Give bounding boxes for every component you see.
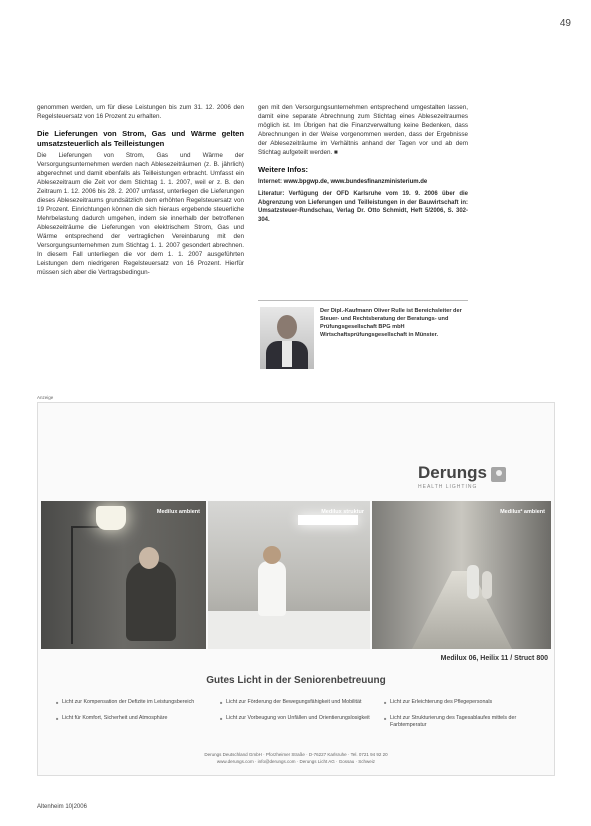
bullet-column (384, 699, 534, 738)
ad-footer-line: Derungs Deutschland GmbH · Pforzheimer Straße · D-76227 Karlsruhe · Tel. 0721 94 92 20 (204, 752, 388, 757)
lamp-icon (96, 506, 126, 530)
ad-footer (38, 751, 554, 765)
bullet-item: ■ Licht zur Vorbeugung von Unfällen und Orientierungslosigkeit (220, 715, 370, 723)
section-heading: Die Lieferungen von Strom, Gas und Wärme gelten umsatzsteuerlich als Teilleistungen (37, 129, 244, 148)
article-left-column (37, 103, 244, 283)
article-right-column (258, 103, 468, 224)
brand-logo (418, 463, 506, 490)
bullet-item: ■ Licht zur Förderung der Bewegungsfähigkeit und Mobilität (220, 699, 370, 707)
end-mark: ■ (333, 149, 338, 156)
brand-name: Derungs (418, 463, 487, 482)
ad-photo-lamp (41, 501, 206, 649)
bullet-item: ■ Licht zur Erleichterung des Pflegepersonals (384, 699, 534, 707)
photo-label: Medilux struktur (321, 509, 364, 515)
ad-photo-corridor (372, 501, 551, 649)
internet-label: Internet: (258, 178, 282, 185)
internet-links (258, 178, 468, 187)
bullet-item: ■ Licht zur Kompensation der Defizite im Leistungsbereich (56, 699, 206, 707)
bullet-item: ■ Licht zur Strukturierung des Tagesablaufes mittels der Farbtemperatur (384, 715, 534, 730)
internet-urls[interactable]: www.bpgwp.de, www.bundesfinanzministerium.de (283, 178, 428, 185)
ad-label: Anzeige (37, 395, 54, 400)
bullet-item: ■ Licht für Komfort, Sicherheit und Atmosphäre (56, 715, 206, 723)
advertisement (37, 402, 555, 776)
author-photo (260, 307, 314, 369)
body-paragraph: Die Lieferungen von Strom, Gas und Wärme der Versorgungsunternehmen werden nach Ablesezeiträumen (z. B. jährlich) abgerechnet und damit ebenfalls als Teilleistungen erbracht. Umfasst ein Ablesezeitraum die Zeit vor dem Stichtag 1. 1. 2007, weil er z. B. den Zeitraum 1. 12. 2006 bis 28. 2. 2007 umfasst, unterliegen die Lieferungen dieses Ablesezeitraums grundsätzlich dem erhöhten Regelsteuersatz von 19 Prozent. Einrichtungen können die sich hieraus ergebende steuerliche Mehrbelastung dadurch umgehen, indem sie innerhalb der betroffenen Ablesezeiträume die Lieferungen von elektrischem Strom, Gas und Wärme entsprechend der vertraglichen Vereinbarung mit den Versorgungsunternehmen zum Stichtag 1. 1. 2007 gesondert abrechnen. In diesem Fall unterliegen die vor dem 1. 1. 2007 ausgeführten Leistungen dem niedrigeren Regelsteuersatz von 16 Prozent. Hierfür müssen sich aber die Vertragsbedingun- (37, 152, 244, 276)
ad-headline: Gutes Licht in der Seniorenbetreuung (206, 675, 386, 686)
brand-subtitle: HEALTH LIGHTING (418, 484, 478, 490)
bullet-column (56, 699, 206, 730)
literature-reference: Literatur: Verfügung der OFD Karlsruhe vom 19. 9. 2006 über die Abgrenzung von Lieferungen und Teilleistungen in der Bauwirtschaft in: Umsatzsteuer-Rundschau, Verlag Dr. Otto Schmidt, Heft 5/2006, S. 302-304. (258, 191, 468, 223)
brand-mark-icon (491, 467, 506, 482)
journal-footer: Altenheim 10|2006 (37, 804, 87, 810)
page-number: 49 (559, 18, 571, 29)
ad-footer-line[interactable]: www.derungs.com · info@derungs.com · Derungs Licht AG · Gossau · Schweiz (216, 759, 376, 764)
bullet-column (220, 699, 370, 730)
intro-paragraph: genommen werden, um für diese Leistungen bis zum 31. 12. 2006 den Regelsteuersatz von 16 Prozent zu erhalten. (37, 104, 244, 120)
body-paragraph-continued: gen mit den Versorgungsunternehmen entsprechend umgestalten lassen, damit eine separate Abrechnung zum Stichtag eines Ablesezeitraumes möglich ist. Im Übrigen hat die Finanzverwaltung keine Bedenken, dass Abrechnungen in der Weise vorgenommen werden, dass der Ergebnisse der Ablesezeiträume im Verhältnis anhand der Tagen vor und ab dem Stichtag aufgeteilt werden. ■ (258, 104, 468, 156)
author-bio: Der Dipl.-Kaufmann Oliver Rulle ist Bereichsleiter der Steuer- und Rechtsberatung der Beratungs- und Prüfungsgesellschaft BPG mbH Wirtschaftsprüfungsgesellschaft in Münster. (320, 308, 462, 338)
ad-photo-strip (41, 501, 551, 649)
author-box (258, 300, 468, 373)
photo-label: Medilux ambient (156, 509, 200, 515)
product-series: Medilux 06, Heilix 11 / Struct 800 (440, 655, 548, 662)
ad-photo-room (208, 501, 370, 649)
photo-label: Medilux² ambient (500, 509, 545, 515)
more-info-heading: Weitere Infos: (258, 165, 309, 174)
